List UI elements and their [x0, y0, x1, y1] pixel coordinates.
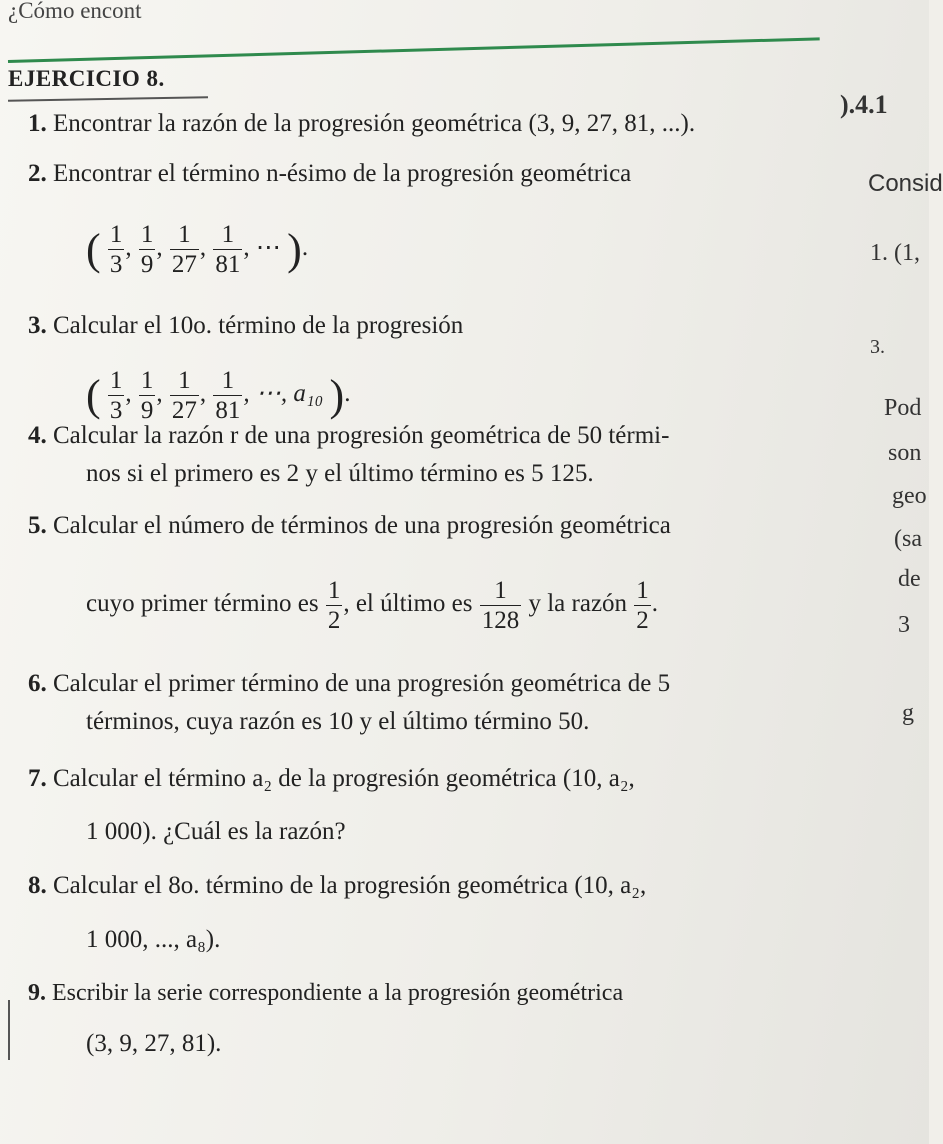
exercise-item-5	[28, 512, 671, 540]
fraction: $\frac{1}{27}$	[171, 221, 197, 278]
item-number: 5.	[28, 512, 47, 539]
fraction: $\frac{1}{9}$	[140, 221, 154, 278]
fraction: $\frac{1}{81}$	[215, 367, 241, 424]
item-number: 3.	[28, 312, 47, 339]
item-number: 7.	[28, 765, 47, 792]
item-number: 1.	[28, 110, 47, 137]
green-divider	[8, 37, 820, 63]
top-fragment-text: ¿Cómo encont	[8, 0, 142, 23]
fraction: $\frac{1}{3}$	[109, 367, 123, 424]
item-number: 6.	[28, 670, 47, 697]
fraction: $\frac{1}{3}$	[109, 221, 123, 278]
fraction: $\frac{1}{2}$	[636, 577, 649, 634]
exercise-item-9	[28, 980, 623, 1007]
exercise-item-7-line2: 1 000). ¿Cuál es la razón?	[86, 818, 346, 845]
fraction: $\frac{1}{9}$	[140, 367, 154, 424]
item-text: Calcular la razón r de una progresión geométrica de 50 térmi-	[53, 422, 670, 449]
item-text: Calcular el 10o. término de la progresión	[53, 312, 464, 339]
exercise-item-4	[28, 422, 669, 450]
item-text: Encontrar la razón de la progresión geométrica	[53, 110, 523, 137]
exercise-item-4-line2: nos si el primero es 2 y el último término es 5 125.	[86, 460, 594, 487]
exercise-item-2	[28, 160, 631, 188]
exercise-heading: EJERCICIO 8.	[8, 66, 165, 91]
exercise-item-7	[28, 765, 635, 793]
item-text: Calcular el término a₂ de la progresión geométrica (10, a₂,	[53, 765, 635, 792]
item-number: 9.	[28, 980, 46, 1006]
exercise-item-1	[28, 110, 695, 138]
heading-underline	[8, 96, 208, 101]
side-fragment-3: 1. (1,	[870, 240, 920, 266]
item-text: Calcular el primer término de una progresión geométrica de 5	[53, 670, 671, 697]
side-fragment-10: 3	[898, 612, 910, 638]
item-math: (3, 9, 27, 81, ...).	[528, 110, 696, 137]
item-text: Calcular el 8o. término de la progresión geométrica (10, a₂,	[53, 872, 647, 899]
side-fragment-8: (sa	[894, 526, 922, 552]
side-fragment-9: de	[898, 566, 921, 592]
fraction: $\frac{1}{128}$	[481, 577, 520, 634]
exercise-item-3	[28, 312, 463, 340]
item-number: 8.	[28, 872, 47, 899]
exercise-item-8-line2: 1 000, ..., a₈).	[86, 926, 221, 953]
side-fragment-6: son	[888, 440, 922, 466]
fraction: $\frac{1}{2}$	[327, 577, 341, 634]
side-fragment-4: 3.	[870, 336, 885, 358]
side-fragment-2: Consid	[868, 170, 943, 197]
item-number: 4.	[28, 422, 47, 449]
fraction: $\frac{1}{27}$	[171, 367, 197, 424]
fraction: $\frac{1}{81}$	[215, 221, 241, 278]
exercise-item-6-line2: términos, cuya razón es 10 y el último término 50.	[86, 708, 590, 735]
exercise-item-6	[28, 670, 670, 698]
exercise-item-3-sequence: ( $\frac{1}{3}$ , $\frac{1}{9}$ , $\frac{1}{27}$ , $\frac{1}{81}$ , ⋯, a₁₀ ).	[86, 367, 351, 424]
item-text: Escribir la serie correspondiente a la progresión geométrica	[52, 980, 624, 1006]
exercise-item-5-line2: cuyo primer término es $\frac{1}{2}$ , el último es $\frac{1}{128}$ y la razón $\frac{1}{2}$ .	[86, 577, 659, 634]
item-text: Calcular el número de términos de una progresión geométrica	[53, 512, 671, 539]
item-number: 2.	[28, 160, 47, 187]
side-fragment-5: Pod	[884, 395, 922, 421]
item-text: Encontrar el término n-ésimo de la progresión geométrica	[53, 160, 632, 187]
exercise-item-8	[28, 872, 646, 900]
left-margin-rule	[8, 1000, 10, 1060]
exercise-item-2-sequence: ( $\frac{1}{3}$ , $\frac{1}{9}$ , $\frac{1}{27}$ , $\frac{1}{81}$ , ⋯ ).	[86, 221, 309, 278]
side-fragment-1: ).4.1	[840, 90, 888, 119]
side-fragment-11: g	[902, 700, 914, 726]
exercise-item-9-line2: (3, 9, 27, 81).	[86, 1030, 222, 1057]
side-fragment-7: geo	[892, 483, 927, 509]
